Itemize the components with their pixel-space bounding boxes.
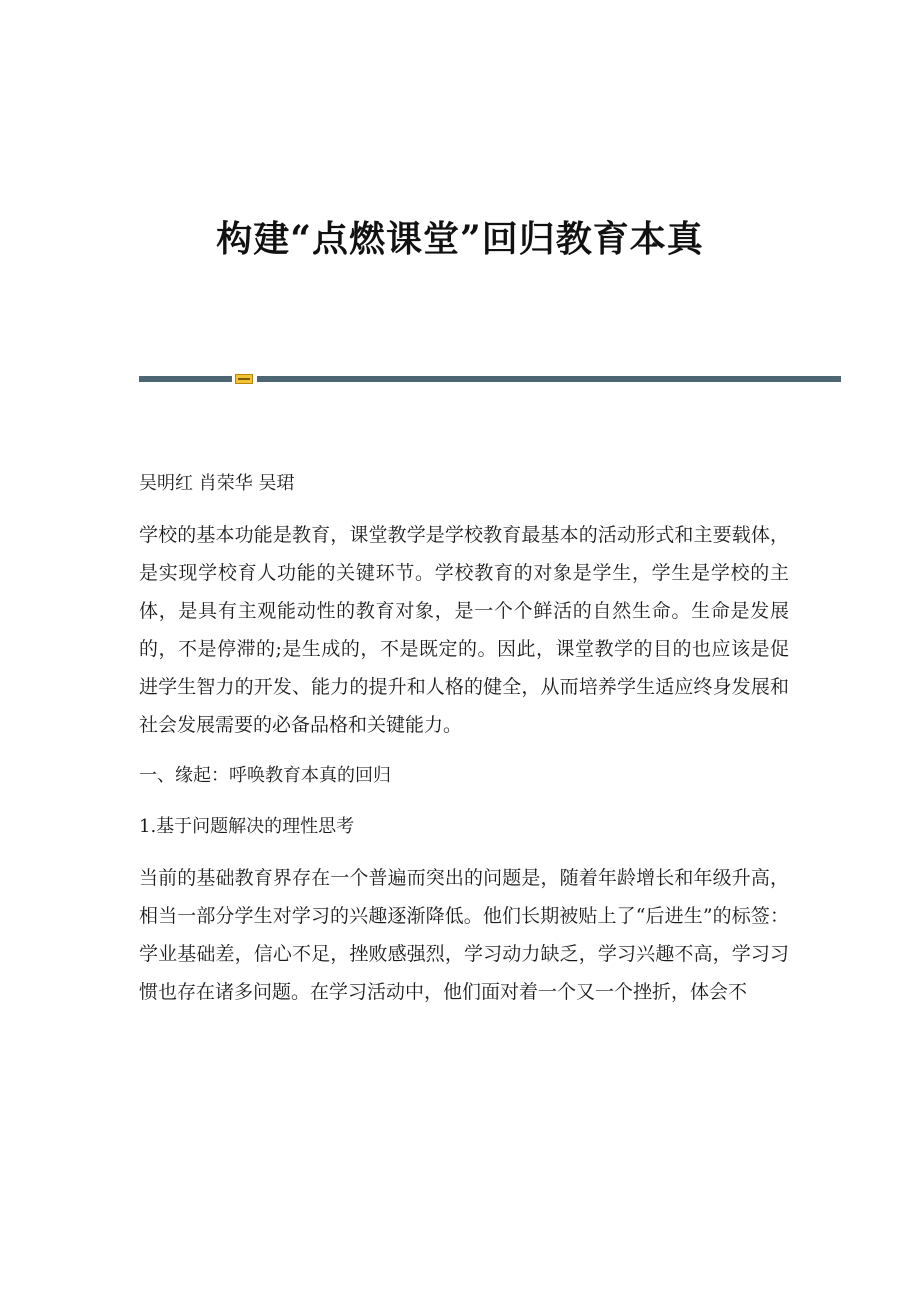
- divider-emblem-icon: [235, 374, 253, 384]
- divider-bar-right: [257, 376, 841, 382]
- author-line: 吴明红 肖荣华 吴珺: [139, 473, 295, 494]
- body-paragraph: 当前的基础教育界存在一个普遍而突出的问题是，随着年龄增长和年级升高，相当一部分学生对学习的兴趣逐渐降低。他们长期被贴上了“后进生”的标签：学业基础差，信心不足，挫败感强烈，学习动力缺乏，学习兴趣不高，学习习惯也存在诸多问题。在学习活动中，他们面对着一个又一个挫折，体会不: [139, 867, 789, 1003]
- article-body: [139, 465, 789, 1024]
- intro-paragraph: 学校的基本功能是教育，课堂教学是学校教育最基本的活动形式和主要载体，是实现学校育人功能的关键环节。学校教育的对象是学生，学生是学校的主体，是具有主观能动性的教育对象，是一个个鲜活的自然生命。生命是发展的，不是停滞的;是生成的，不是既定的。因此，课堂教学的目的也应该是促进学生智力的开发、能力的提升和人格的健全，从而培养学生适应终身发展和社会发展需要的必备品格和关键能力。: [139, 524, 789, 736]
- page-title: 构建“点燃课堂”回归教育本真: [216, 218, 704, 260]
- subsection-heading: 1.基于问题解决的理性思考: [139, 816, 355, 837]
- divider-bar-left: [139, 376, 232, 382]
- title-divider: [139, 374, 841, 384]
- section-heading: 一、缘起：呼唤教育本真的回归: [139, 765, 391, 786]
